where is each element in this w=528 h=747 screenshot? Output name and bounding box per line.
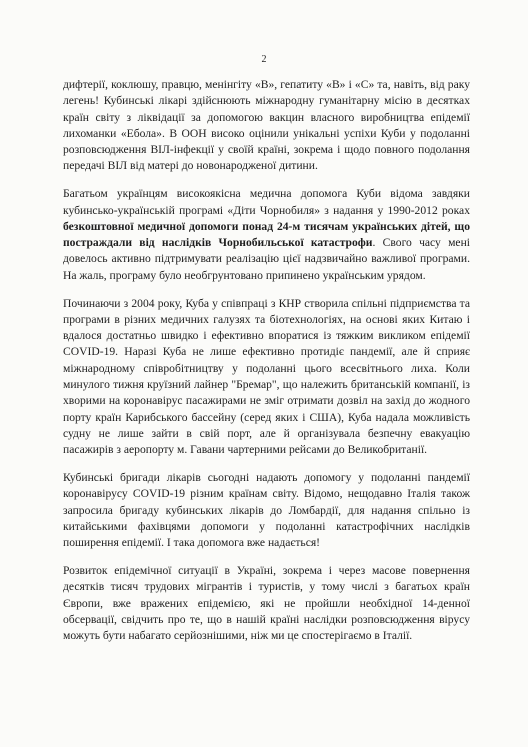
- paragraph-2: [63, 186, 470, 284]
- paragraph-4: [63, 470, 470, 551]
- paragraph-bold-text: безкоштовної медичної допомоги понад 24-м тисячам українських дітей, що постраждали від наслідків Чорнобильської катастрофи: [63, 219, 470, 250]
- paragraph-text: Кубинські бригади лікарів сьогодні надають допомогу у подоланні пандемії коронавірусу COVID-19 різним країнам світу. Відомо, нещодавно Італія також запросила бригаду кубинських лікарів до Ломбардії, для надання спільно із китайськими фахівцями допомоги у подоланні катастрофічних наслідків поширення епідемії. І така допомога вже надається!: [63, 471, 470, 550]
- paragraph-1: [63, 77, 470, 175]
- paragraph-text: Починаючи з 2004 року, Куба у співпраці з КНР створила спільні підприємства та програми в різних медичних галузях та біотехнологіях, на основі яких Китаю і вдалося достатньо швидко і ефективно впоратися із тяжким викликом епідемії COVID-19. Наразі Куба не лише ефективно протидіє пандемії, але й сприяє міжнародному співробітництву у подоланні цього всесвітнього лиха. Коли минулого тижня круїзний лайнер "Бремар", що належить британській компанії, із хворими на коронавірус пасажирами не зміг отримати дозвіл на захід до жодного порту країн Карибського бассейну (серед яких і США), Куба надала можливість судну не лише зайти в свій порт, але й організувала безпечну евакуацію пасажирів з аеропорту м. Гавани чартерними рейсами до Великобританії.: [63, 296, 470, 457]
- page-number: 2: [261, 54, 267, 65]
- paragraph-text: Розвиток епідемічної ситуації в Україні, зокрема і через масове повернення десятків тисяч трудових мігрантів і туристів, у тому числі з багатьох країн Європи, вже вражених епідемією, які не пройшли необхідної 14-денної обсервації, свідчить про те, що в нашій країні наслідки розповсюдження вірусу можуть бути набагато серйознішими, ніж ми це спостерігаємо в Італії.: [63, 564, 470, 643]
- paragraph-5: [63, 563, 470, 644]
- paragraph-3: [63, 296, 470, 459]
- paragraph-text: Багатьом українцям високоякісна медична допомога Куби відома завдяки кубинсько-українській програмі «Діти Чорнобиля» з надання у 1990-2012 роках: [63, 187, 470, 217]
- paragraph-text: . Свого часу мені довелось активно підтримувати реалізацію цієї надзвичайно важливої програми. На жаль, програму було необгрунтовано припинено українським урядом.: [63, 236, 470, 282]
- paragraph-text: дифтерії, коклюшу, правцю, менінгіту «В», гепатиту «В» і «С» та, навіть, від раку легень! Кубинські лікарі здійснюють міжнародну гуманітарну місію в десятках країн світу з ліквідації за допомогою вакцин власного виробництва епідемії лихоманки «Ебола». В ООН високо оцінили унікальні успіхи Куби у подоланні розповсюдження ВІЛ-інфекції у своїй країні, зокрема і щодо повного подолання передачі ВІЛ від матері до новонародженої дитини.: [63, 78, 470, 173]
- document-body: [63, 77, 470, 656]
